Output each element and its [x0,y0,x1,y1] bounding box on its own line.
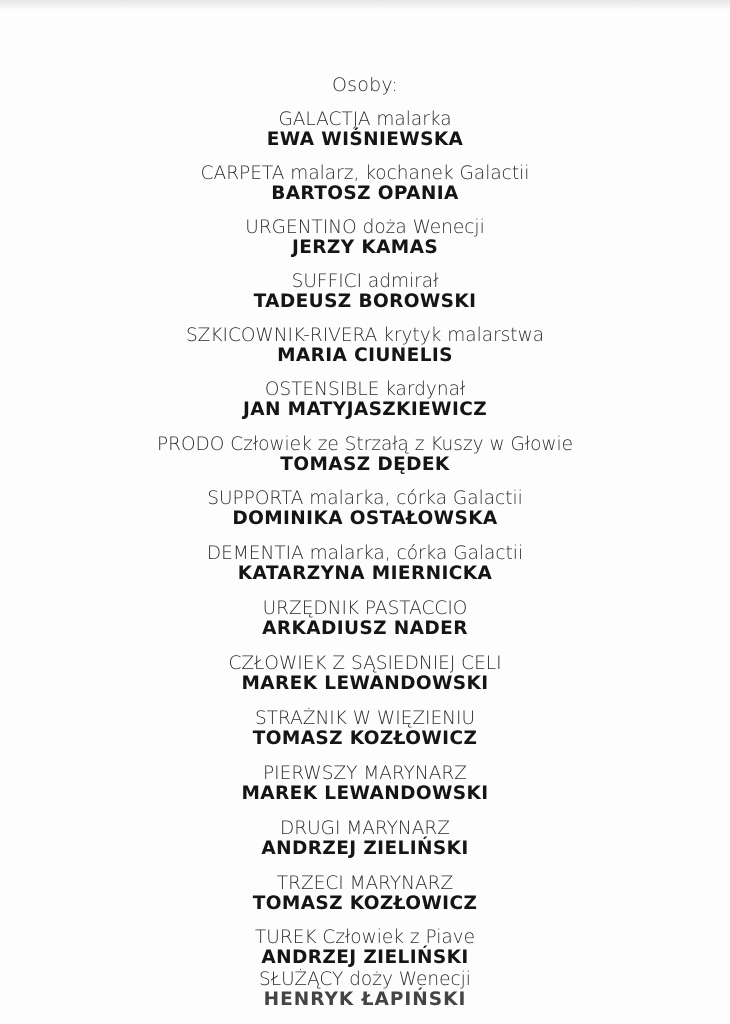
actor-name: TOMASZ KOZŁOWICZ [252,893,478,914]
role-label: SUFFICI admirał [291,271,439,292]
role-label: CZŁOWIEK Z SĄSIEDNIEJ CELI [228,653,502,674]
role-label: CARPETA malarz, kochanek Galactii [200,163,530,184]
cast-entry [0,218,730,259]
actor-name: ANDRZEJ ZIELIŃSKI [261,838,469,859]
actor-name: MARIA CIUNELIS [277,345,453,366]
role-label: TRZECI MARYNARZ [276,873,454,894]
actor-name: TOMASZ DĘDEK [280,454,450,475]
role-label: URZĘDNIK PASTACCIO [262,598,468,619]
actor-name: EWA WIŚNIEWSKA [266,129,464,150]
cast-entry [0,819,730,860]
role-label: DEMENTIA malarka, córka Galactii [206,543,524,564]
actor-name: ANDRZEJ ZIELIŃSKI [261,947,469,968]
role-label: STRAŻNIK W WIĘZIENIU [254,708,476,729]
cast-entry [0,544,730,585]
cast-entry [0,435,730,476]
actor-name: HENRYK ŁAPIŃSKI [263,989,467,1010]
page-top-edge [0,0,730,9]
cast-entry [0,970,730,1011]
actor-name: ARKADIUSZ NADER [262,618,468,639]
actor-name: TADEUSZ BOROWSKI [253,291,477,312]
actor-name: MAREK LEWANDOWSKI [241,783,489,804]
cast-entry [0,326,730,367]
actor-name: BARTOSZ OPANIA [271,183,459,204]
role-label: OSTENSIBLE kardynał [264,379,466,400]
actor-name: KATARZYNA MIERNICKA [237,563,493,584]
cast-entry [0,489,730,530]
cast-entry [0,380,730,421]
role-label: PRODO Człowiek ze Strzałą z Kuszy w Głowie [156,434,574,455]
cast-entry [0,599,730,640]
actor-name: JERZY KAMAS [291,237,439,258]
role-label: SUPPORTA malarka, córka Galactii [207,488,523,509]
cast-heading: Osoby: [331,74,398,96]
role-label: URGENTINO doża Wenecji [245,217,485,238]
role-label: SZKICOWNIK-RIVERA krytyk malarstwa [185,325,545,346]
role-label: DRUGI MARYNARZ [280,818,450,839]
role-label: SŁUŻĄCY doży Wenecji [259,969,471,990]
actor-name: JAN MATYJASZKIEWICZ [242,399,488,420]
cast-entry [0,874,730,915]
actor-name: MAREK LEWANDOWSKI [241,673,489,694]
cast-entry [0,272,730,313]
cast-entry [0,709,730,750]
cast-entry [0,164,730,205]
cast-entry [0,654,730,695]
role-label: GALACTJA malarka [278,109,452,130]
cast-entry [0,928,730,969]
role-label: TUREK Człowiek z Piave [255,927,475,948]
actor-name: DOMINIKA OSTAŁOWSKA [232,508,498,529]
cast-entry [0,764,730,805]
role-label: PIERWSZY MARYNARZ [263,763,467,784]
actor-name: TOMASZ KOZŁOWICZ [252,728,478,749]
cast-entry [0,110,730,151]
